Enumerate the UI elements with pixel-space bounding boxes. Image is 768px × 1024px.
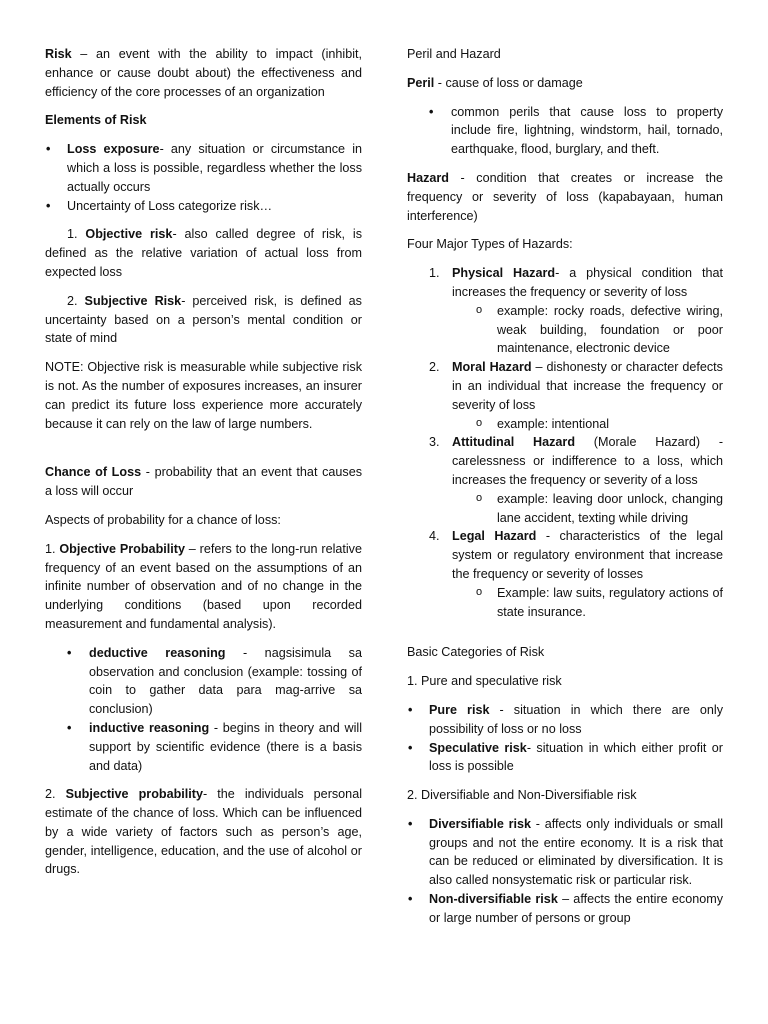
definition: - condition that creates or increase the frequency or severity of loss (kapabayaan, human interference) — [407, 170, 723, 223]
example-list — [452, 490, 723, 528]
term: Subjective Risk — [84, 293, 182, 308]
definition: - cause of loss or damage — [434, 75, 583, 90]
hazard-item — [407, 433, 723, 527]
term: Objective risk — [85, 227, 173, 242]
hazard-types-heading: Four Major Types of Hazards: — [407, 237, 573, 252]
term: Physical Hazard — [452, 266, 556, 281]
term: Non-diversifiable risk — [429, 892, 558, 907]
term: Risk — [45, 47, 72, 61]
term: inductive reasoning — [89, 720, 210, 735]
definition: - perceived risk, is defined as uncertainty based on a person’s mental condition or state of mind — [45, 293, 362, 346]
term: Diversifiable risk — [429, 816, 532, 831]
subjective-risk — [45, 292, 362, 348]
chance-of-loss — [45, 463, 362, 501]
term: deductive reasoning — [89, 645, 226, 660]
reasoning-list — [45, 644, 362, 776]
categories-heading: Basic Categories of Risk — [407, 645, 545, 660]
list-item — [45, 719, 362, 775]
example-item: o example: leaving door unlock, changing lane accident, texting while driving — [452, 490, 723, 528]
definition: - affects only individuals or small groups and not the entire economy. It is a risk that can be reduced or eliminated by diversification. It is also called nonsystematic risk or particular risk. — [429, 816, 723, 888]
definition: – affects the entire economy or large number of persons or group — [429, 892, 724, 925]
definition: - situation in which either profit or loss is possible — [429, 740, 724, 774]
definition: - also called degree of risk, is defined as the relative variation of actual loss from expected loss — [45, 227, 362, 279]
example-list — [452, 584, 723, 622]
item-number: 4. — [429, 529, 440, 544]
definition: (Morale Hazard) - carelessness or indifference to a loss, which increases the frequency or severity of a loss — [452, 435, 724, 487]
term: Speculative risk — [429, 740, 527, 755]
term: Objective Probability — [59, 541, 185, 556]
term: Pure risk — [429, 702, 490, 717]
hazard-definition — [407, 169, 723, 225]
item-number: 3. — [429, 435, 440, 450]
list-item — [45, 140, 362, 196]
risk-definition — [45, 45, 362, 101]
list-item — [407, 890, 723, 928]
list-item — [45, 197, 362, 216]
definition: – refers to the long-run relative frequency of an event based on the assumptions of an infinite number of observation and of no change in the underlying conditions (based upon recorded measurement and fundamental analysis). — [45, 541, 362, 631]
example-item: o example: rocky roads, defective wiring, weak building, foundation or poor maintenance, electronic device — [452, 302, 723, 358]
list-item: • common perils that cause loss to property include fire, lightning, windstorm, hail, tornado, earthquake, flood, burglary, and theft. — [407, 103, 723, 159]
spacer — [407, 631, 723, 643]
aspects-heading: Aspects of probability for a chance of loss: — [45, 512, 281, 527]
hazard-item — [407, 358, 723, 433]
definition: - the individuals personal estimate of the chance of loss. Which can be influenced by a wide variety of factors such as person’s age, gender, intelligence, education, and the use of alcohol or drugs. — [45, 787, 362, 877]
list-item — [407, 739, 723, 777]
list-item — [407, 815, 723, 890]
term: Hazard — [407, 170, 449, 185]
example-list — [452, 415, 723, 434]
example-item: o Example: law suits, regulatory actions of state insurance. — [452, 584, 723, 622]
definition: - any situation or circumstance in which a loss is possible, regardless whether the loss actually occurs — [67, 142, 362, 194]
term: Legal Hazard — [452, 529, 537, 544]
number: 2. — [45, 787, 66, 802]
peril-hazard-heading: Peril and Hazard — [407, 47, 501, 61]
list-item — [407, 701, 723, 739]
diversifiable-list — [407, 815, 723, 928]
peril-definition — [407, 74, 723, 93]
diversifiable-heading: 2. Diversifiable and Non-Diversifiable risk — [407, 788, 637, 803]
pure-speculative-list — [407, 701, 723, 776]
heading-text: Elements of Risk — [45, 113, 147, 128]
definition: – an event with the ability to impact (inhibit, enhance or cause doubt about) the effectiveness and efficiency of the core processes of an organization — [45, 47, 362, 99]
left-column — [45, 45, 362, 889]
definition: - begins in theory and will support by scientific evidence (there is a basis and data) — [89, 720, 362, 773]
hazard-item — [407, 527, 723, 621]
right-column — [407, 45, 723, 938]
pure-speculative-heading: 1. Pure and speculative risk — [407, 674, 562, 689]
term: Chance of Loss — [45, 465, 142, 480]
definition: - nagsisimula sa observation and conclusion (example: tossing of coin to gather data para mag-arrive sa conclusion) — [89, 645, 362, 717]
subjective-probability — [45, 785, 362, 879]
definition: - characteristics of the legal system or regulatory environment that increase the frequency or severity of losses — [452, 529, 723, 581]
number: 1. — [45, 541, 60, 556]
example-list — [452, 302, 723, 358]
hazard-item — [407, 264, 723, 358]
elements-list — [45, 140, 362, 215]
number: 2. — [67, 293, 85, 308]
definition: - a physical condition that increases the frequency or severity of loss — [452, 266, 723, 299]
term: Attitudinal Hazard — [452, 435, 576, 450]
definition: Uncertainty of Loss categorize risk… — [67, 198, 273, 213]
term: Loss exposure — [67, 142, 160, 157]
item-number: 1. — [429, 266, 440, 281]
item-number: 2. — [429, 360, 440, 375]
definition: - situation in which there are only possibility of loss or no loss — [429, 702, 723, 736]
objective-probability — [45, 540, 362, 634]
spacer — [45, 443, 362, 463]
definition: - probability that an event that causes a loss will occur — [45, 465, 362, 499]
example-item: o example: intentional — [452, 415, 723, 434]
term: Subjective probability — [65, 787, 203, 802]
perils-list — [407, 103, 723, 159]
objective-risk — [45, 225, 362, 281]
number: 1. — [67, 227, 86, 242]
hazards-list — [407, 264, 723, 621]
list-item — [45, 644, 362, 719]
definition: – dishonesty or character defects in an individual that increase the frequency or severity of loss — [452, 360, 723, 412]
section-heading — [45, 111, 362, 130]
term: Peril — [407, 75, 435, 90]
term: Moral Hazard — [452, 360, 532, 375]
note-paragraph: NOTE: Objective risk is measurable while subjective risk is not. As the number of exposures increases, an insurer can predict its future loss experience more accurately because it can rely on the law of large numbers. — [45, 360, 362, 431]
